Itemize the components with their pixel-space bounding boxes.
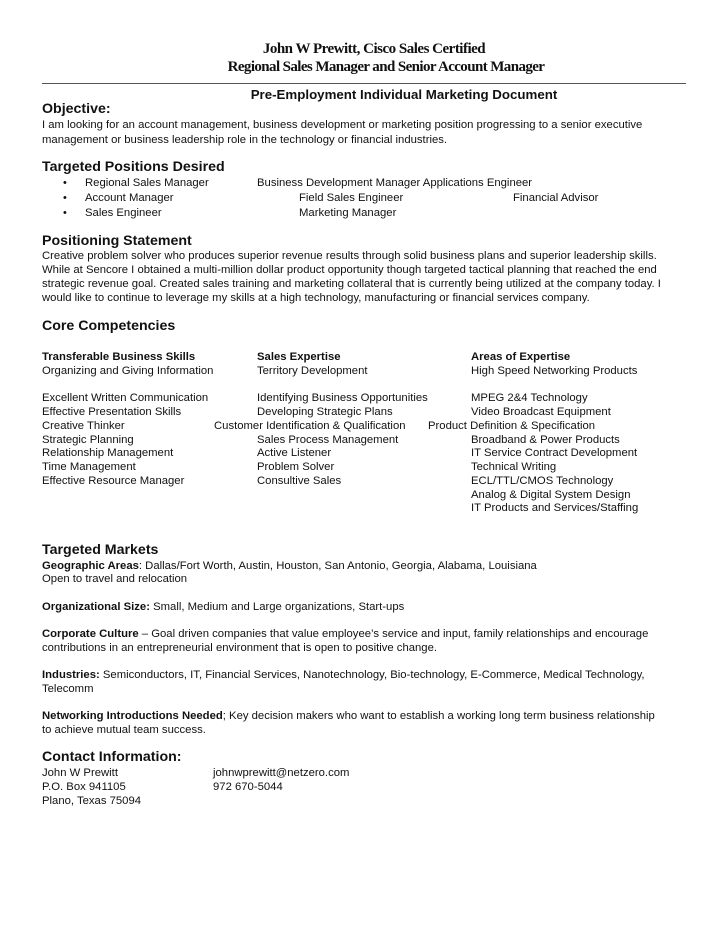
positioning-line: Creative problem solver who produces superior revenue results through solid business plans and superior leadership skills. [42, 250, 657, 262]
positioning-line: strategic revenue goal. Created sales training and marketing collateral that is currently being utilized at the company today. I [42, 278, 661, 290]
column-header: Transferable Business Skills [42, 351, 196, 363]
sales-item: Customer Identification & Qualification [214, 420, 406, 432]
skill-item: Creative Thinker [42, 420, 125, 432]
skill-item: Excellent Written Communication [42, 392, 209, 404]
expertise-item: Technical Writing [471, 461, 557, 473]
contact-po-box: P.O. Box 941105 [42, 781, 126, 793]
sales-item: Consultive Sales [257, 475, 342, 487]
column-header: Areas of Expertise [471, 351, 571, 363]
culture-line: contributions in an entrepreneurial environment that is open to positive change. [42, 642, 438, 654]
relocation-note: Open to travel and relocation [42, 573, 188, 585]
networking-line: to achieve mutual team success. [42, 724, 206, 736]
geographic-areas [42, 560, 537, 574]
geographic-label: Geographic Areas [42, 560, 139, 572]
bullet-icon: • [63, 192, 67, 204]
positioning-line: would like to continue to leverage my skills at a high technology, manufacturing or financial services company. [42, 292, 590, 304]
expertise-item: Broadband & Power Products [471, 434, 620, 446]
expertise-item: IT Service Contract Development [471, 447, 638, 459]
skill-item: Strategic Planning [42, 434, 134, 446]
geographic-value: : Dallas/Fort Worth, Austin, Houston, San Antonio, Georgia, Alabama, Louisiana [138, 560, 537, 572]
sales-item: Identifying Business Opportunities [257, 392, 428, 404]
networking-needed [42, 710, 655, 724]
position-item: Account Manager [85, 192, 174, 204]
bullet-icon: • [63, 207, 67, 219]
position-item: Business Development Manager Applications Engineer [257, 177, 533, 189]
positioning-line: While at Sencore I obtained a multi-million dollar product opportunity though targeted tactical planning that reached the end [42, 264, 657, 276]
positions-heading: Targeted Positions Desired [42, 159, 225, 175]
organizational-size [42, 601, 404, 615]
role-heading: Regional Sales Manager and Senior Account Manager [227, 59, 545, 75]
document-title: Pre-Employment Individual Marketing Document [250, 87, 558, 102]
position-item: Marketing Manager [299, 207, 397, 219]
culture-value: – Goal driven companies that value employee’s service and input, family relationships and encourage [138, 628, 649, 640]
skill-item: Effective Resource Manager [42, 475, 185, 487]
objective-line: I am looking for an account management, business development or marketing position progressing to a senior executive [42, 119, 643, 131]
sales-item: Sales Process Management [257, 434, 399, 446]
culture-label: Corporate Culture [42, 628, 139, 640]
corporate-culture [42, 628, 648, 642]
contact-name: John W Prewitt [42, 767, 118, 779]
sales-item: Problem Solver [257, 461, 335, 473]
industries-value: Semiconductors, IT, Financial Services, Nanotechnology, Bio-technology, E-Commerce, Medical Technology, [99, 669, 645, 681]
expertise-item: High Speed Networking Products [471, 365, 638, 377]
skill-item: Effective Presentation Skills [42, 406, 182, 418]
expertise-item: Product Definition & Specification [428, 420, 596, 432]
industries-line: Telecomm [42, 683, 94, 695]
skill-item: Organizing and Giving Information [42, 365, 214, 377]
competencies-heading: Core Competencies [42, 318, 176, 334]
expertise-item: MPEG 2&4 Technology [471, 392, 588, 404]
position-item: Sales Engineer [85, 207, 162, 219]
expertise-item: IT Products and Services/Staffing [471, 502, 639, 514]
org-size-label: Organizational Size: [42, 601, 150, 613]
position-item: Regional Sales Manager [85, 177, 209, 189]
contact-email[interactable]: johnwprewitt@netzero.com [213, 767, 350, 779]
skill-item: Time Management [42, 461, 136, 473]
industries-label: Industries: [42, 669, 100, 681]
networking-label: Networking Introductions Needed [42, 710, 223, 722]
markets-heading: Targeted Markets [42, 542, 159, 558]
skill-item: Relationship Management [42, 447, 174, 459]
org-size-value: Small, Medium and Large organizations, Start-ups [149, 601, 405, 613]
contact-phone: 972 670-5044 [213, 781, 283, 793]
sales-item: Active Listener [257, 447, 332, 459]
expertise-item: Video Broadcast Equipment [471, 406, 611, 418]
sales-item: Territory Development [257, 365, 368, 377]
column-header: Sales Expertise [257, 351, 341, 363]
objective-line: management or business leadership role in the technology or financial industries. [42, 134, 448, 146]
contact-heading: Contact Information: [42, 749, 182, 765]
objective-heading: Objective: [42, 101, 111, 117]
expertise-item: ECL/TTL/CMOS Technology [471, 475, 614, 487]
expertise-item: Analog & Digital System Design [471, 489, 631, 501]
name-heading: John W Prewitt, Cisco Sales Certified [262, 41, 486, 57]
positioning-heading: Positioning Statement [42, 233, 192, 249]
header-divider [42, 83, 686, 84]
position-item: Field Sales Engineer [299, 192, 404, 204]
bullet-icon: • [63, 177, 67, 189]
industries [42, 669, 645, 683]
contact-city: Plano, Texas 75094 [42, 795, 142, 807]
sales-item: Developing Strategic Plans [257, 406, 393, 418]
networking-value: ; Key decision makers who want to establish a working long term business relationship [222, 710, 655, 722]
position-item: Financial Advisor [513, 192, 599, 204]
